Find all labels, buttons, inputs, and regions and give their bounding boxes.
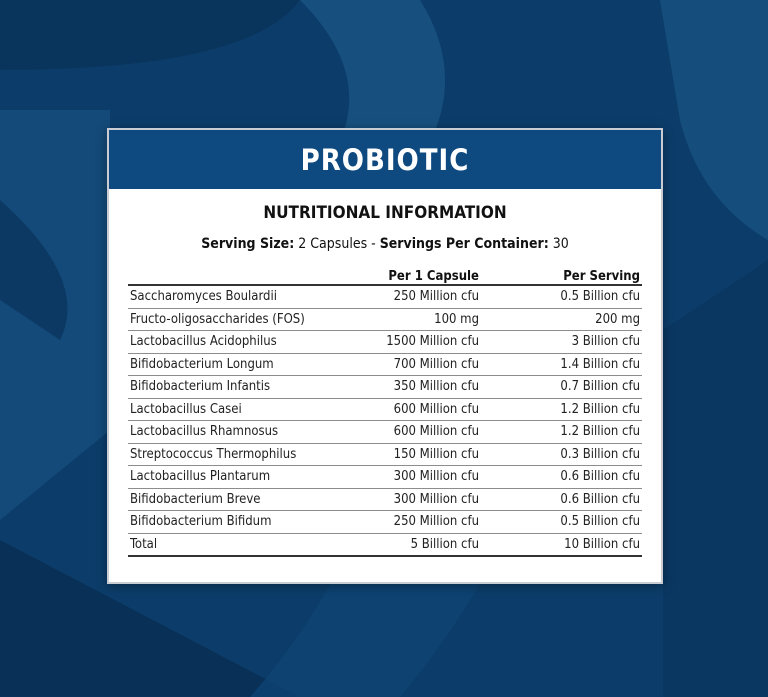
- per-serving-value: 200 mg: [481, 308, 642, 331]
- per-serving-value: 1.2 Billion cfu: [481, 421, 642, 444]
- per-capsule-value: 600 Million cfu: [367, 398, 481, 421]
- product-title: PROBIOTIC: [300, 142, 470, 177]
- per-serving-value: 0.3 Billion cfu: [481, 443, 642, 466]
- ingredient-name: Total: [128, 533, 367, 556]
- ingredient-name: Lactobacillus Casei: [128, 398, 367, 421]
- per-capsule-value: 250 Million cfu: [367, 511, 481, 534]
- column-header-per-serving: Per Serving: [481, 265, 642, 285]
- servings-per-container-value: 30: [552, 236, 569, 252]
- per-capsule-value: 1500 Million cfu: [367, 331, 481, 354]
- per-capsule-value: 300 Million cfu: [367, 488, 481, 511]
- ingredient-name: Fructo-oligosaccharides (FOS): [128, 308, 367, 331]
- per-capsule-value: 100 mg: [367, 308, 481, 331]
- per-capsule-value: 300 Million cfu: [367, 466, 481, 489]
- per-capsule-value: 150 Million cfu: [367, 443, 481, 466]
- per-capsule-value: 5 Billion cfu: [367, 533, 481, 556]
- table-row: [128, 308, 642, 331]
- table-row: [128, 398, 642, 421]
- table-row: [128, 466, 642, 489]
- per-serving-value: 0.6 Billion cfu: [481, 488, 642, 511]
- per-serving-value: 3 Billion cfu: [481, 331, 642, 354]
- per-serving-value: 0.6 Billion cfu: [481, 466, 642, 489]
- table-row: [128, 285, 642, 308]
- serving-size-value: 2 Capsules: [298, 236, 368, 252]
- ingredient-name: Bifidobacterium Longum: [128, 353, 367, 376]
- ingredient-name: Saccharomyces Boulardii: [128, 285, 367, 308]
- column-header-name: [128, 265, 367, 285]
- table-row: [128, 488, 642, 511]
- ingredient-name: Bifidobacterium Infantis: [128, 376, 367, 399]
- table-row-total: [128, 533, 642, 556]
- table-row: [128, 511, 642, 534]
- table-row: [128, 331, 642, 354]
- per-capsule-value: 350 Million cfu: [367, 376, 481, 399]
- ingredient-name: Streptococcus Thermophilus: [128, 443, 367, 466]
- nutrition-subtitle: NUTRITIONAL INFORMATION: [263, 203, 507, 223]
- per-capsule-value: 250 Million cfu: [367, 285, 481, 308]
- ingredient-name: Lactobacillus Acidophilus: [128, 331, 367, 354]
- nutrition-label-card: [107, 128, 663, 584]
- per-capsule-value: 700 Million cfu: [367, 353, 481, 376]
- table-row: [128, 376, 642, 399]
- per-serving-value: 1.4 Billion cfu: [481, 353, 642, 376]
- servings-per-container-label: Servings Per Container:: [379, 236, 549, 252]
- per-serving-value: 10 Billion cfu: [481, 533, 642, 556]
- per-serving-value: 1.2 Billion cfu: [481, 398, 642, 421]
- ingredient-name: Lactobacillus Rhamnosus: [128, 421, 367, 444]
- ingredient-name: Bifidobacterium Breve: [128, 488, 367, 511]
- label-header: [109, 130, 661, 189]
- per-serving-value: 0.5 Billion cfu: [481, 511, 642, 534]
- table-header-row: [128, 265, 642, 285]
- table-row: [128, 421, 642, 444]
- nutrition-table: [128, 265, 642, 557]
- per-capsule-value: 600 Million cfu: [367, 421, 481, 444]
- per-serving-value: 0.7 Billion cfu: [481, 376, 642, 399]
- column-header-per-capsule: Per 1 Capsule: [367, 265, 481, 285]
- table-row: [128, 443, 642, 466]
- table-row: [128, 353, 642, 376]
- serving-size-label: Serving Size:: [201, 236, 295, 252]
- serving-info: [109, 236, 661, 252]
- per-serving-value: 0.5 Billion cfu: [481, 285, 642, 308]
- ingredient-name: Lactobacillus Plantarum: [128, 466, 367, 489]
- serving-separator: -: [371, 236, 376, 252]
- ingredient-name: Bifidobacterium Bifidum: [128, 511, 367, 534]
